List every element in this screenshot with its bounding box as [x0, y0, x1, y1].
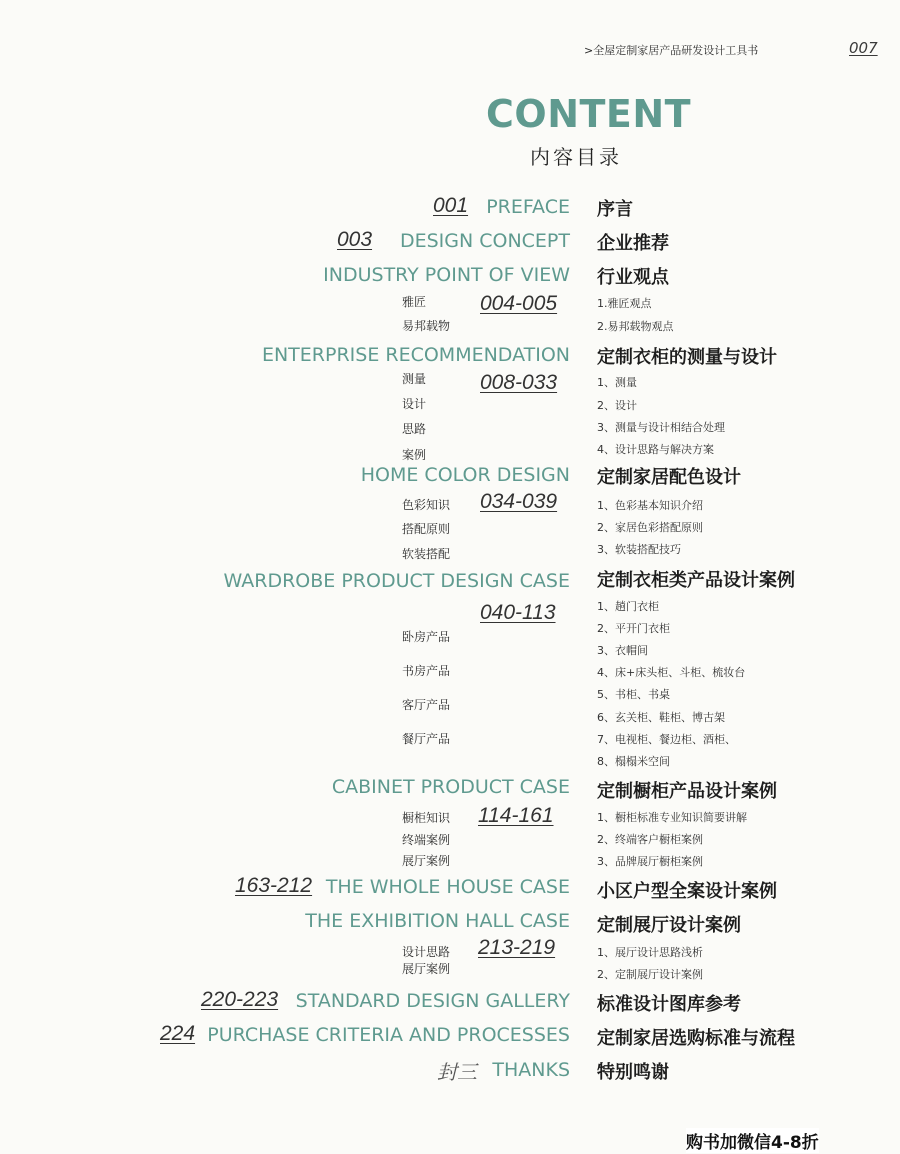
entry-title-en: CABINET PRODUCT CASE [331, 776, 570, 798]
entry-title-en: HOME COLOR DESIGN [360, 464, 570, 486]
sub-item: 4、设计思路与解决方案 [597, 443, 714, 456]
entry-title-zh: 序言 [597, 199, 633, 220]
sub-label: 雅匠 [402, 295, 427, 309]
sub-label: 色彩知识 [402, 498, 451, 512]
entry-number: 008-033 [480, 371, 558, 394]
sub-item: 2、设计 [597, 399, 637, 412]
entry-title-zh: 特别鸣谢 [597, 1062, 669, 1083]
entry-number: 224 [160, 1022, 196, 1045]
sub-item: 1、趟门衣柜 [597, 600, 659, 613]
entry-title-en: PREFACE [486, 196, 570, 218]
sub-item: 3、品牌展厅橱柜案例 [597, 855, 703, 868]
sub-item: 6、玄关柜、鞋柜、博古架 [597, 711, 725, 724]
entry-title-zh: 定制展厅设计案例 [597, 915, 741, 936]
entry-number: 114-161 [478, 804, 554, 827]
entry-number: 034-039 [480, 490, 558, 513]
sub-item: 3、衣帽间 [597, 644, 648, 657]
sub-item: 7、电视柜、餐边柜、酒柜、 [597, 733, 736, 746]
entry-title-en: PURCHASE CRITERIA AND PROCESSES [207, 1024, 570, 1046]
sub-label: 终端案例 [402, 833, 451, 847]
sub-label: 测量 [402, 372, 427, 386]
entry-number: 220-223 [201, 988, 279, 1011]
content-subtitle: 内容目录 [530, 145, 622, 169]
entry-title-zh: 定制家居配色设计 [597, 467, 741, 488]
entry-title-en: INDUSTRY POINT OF VIEW [323, 264, 570, 286]
sub-item: 1、测量 [597, 376, 637, 389]
entry-title-zh: 定制衣柜类产品设计案例 [597, 570, 795, 591]
entry-number: 040-113 [480, 601, 556, 624]
sub-label: 设计 [402, 397, 427, 411]
sub-label: 易邦载物 [402, 319, 451, 333]
sub-label: 思路 [402, 422, 427, 436]
entry-title-zh: 标准设计图库参考 [597, 994, 741, 1015]
sub-label: 软装搭配 [402, 547, 451, 561]
sub-item: 2.易邦载物观点 [597, 320, 674, 333]
entry-title-en: WARDROBE PRODUCT DESIGN CASE [223, 570, 570, 592]
entry-number: 001 [433, 194, 469, 217]
entry-number: 004-005 [480, 292, 558, 315]
sub-item: 8、榻榻米空间 [597, 755, 670, 768]
content-title: CONTENT [486, 92, 692, 136]
entry-number: 163-212 [235, 874, 313, 897]
watermark-text: 购书加微信4-8折 [686, 1128, 819, 1153]
entry-title-zh: 定制衣柜的测量与设计 [597, 347, 777, 368]
entry-title-zh: 定制橱柜产品设计案例 [597, 781, 777, 802]
entry-title-en: THANKS [492, 1059, 570, 1081]
entry-title-zh: 企业推荐 [597, 233, 669, 254]
sub-label: 客厅产品 [402, 698, 451, 712]
sub-label: 搭配原则 [402, 522, 451, 536]
sub-item: 2、家居色彩搭配原则 [597, 521, 703, 534]
entry-title-zh: 小区户型全案设计案例 [597, 881, 777, 902]
sub-label: 卧房产品 [402, 630, 451, 644]
sub-item: 2、定制展厅设计案例 [597, 968, 703, 981]
entry-number: 封三 [437, 1060, 477, 1084]
entry-title-en: THE WHOLE HOUSE CASE [325, 876, 570, 898]
entry-number: 003 [337, 228, 373, 251]
sub-item: 2、终端客户橱柜案例 [597, 833, 703, 846]
sub-label: 展厅案例 [402, 854, 451, 868]
entry-title-en: ENTERPRISE RECOMMENDATION [261, 344, 570, 366]
sub-label: 橱柜知识 [402, 811, 451, 825]
entry-number: 213-219 [478, 936, 556, 959]
sub-label: 案例 [402, 448, 427, 462]
sub-item: 1、展厅设计思路浅析 [597, 946, 703, 959]
page-number: 007 [849, 39, 878, 57]
sub-label: 书房产品 [402, 664, 451, 678]
sub-item: 5、书柜、书桌 [597, 688, 670, 701]
sub-item: 3、软装搭配技巧 [597, 543, 681, 556]
entry-title-en: DESIGN CONCEPT [399, 230, 570, 252]
sub-item: 1、橱柜标准专业知识简要讲解 [597, 811, 747, 824]
sub-item: 2、平开门衣柜 [597, 622, 670, 635]
entry-title-zh: 定制家居选购标准与流程 [597, 1028, 795, 1049]
entry-title-en: STANDARD DESIGN GALLERY [295, 990, 570, 1012]
sub-item: 4、床+床头柜、斗柜、梳妆台 [597, 666, 746, 679]
entry-title-en: THE EXHIBITION HALL CASE [305, 910, 570, 932]
sub-label: 设计思路 [402, 945, 451, 959]
sub-item: 3、测量与设计相结合处理 [597, 421, 725, 434]
sub-item: 1、色彩基本知识介绍 [597, 499, 703, 512]
sub-label: 展厅案例 [402, 962, 451, 976]
sub-item: 1.雅匠观点 [597, 297, 652, 310]
sub-label: 餐厅产品 [402, 732, 451, 746]
running-header: >全屋定制家居产品研发设计工具书 [584, 44, 759, 57]
entry-title-zh: 行业观点 [597, 267, 669, 288]
